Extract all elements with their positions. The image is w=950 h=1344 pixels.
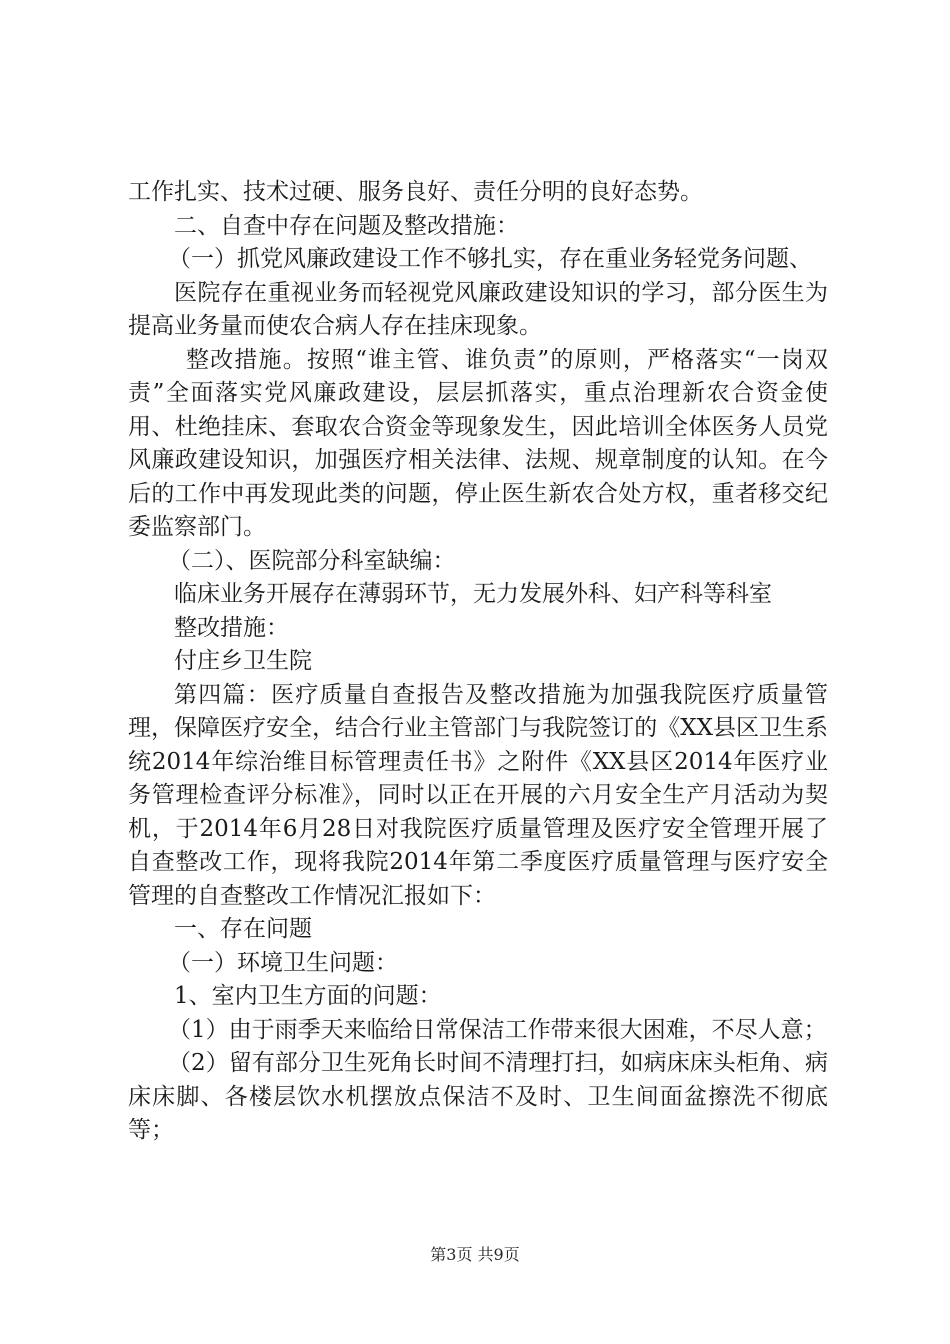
section-heading-problems: 一、存在问题 xyxy=(174,916,312,942)
subheading-department-shortage: （二）、医院部分科室缺编： xyxy=(168,547,456,574)
paragraph-chapter-four: 第四篇：医疗质量自查报告及整改措施为加强我院医疗质量管理，保障医疗安全，结合行业主管部门与我院签订的《XX县区卫生系统2014年综治维目标管理责任书》之附件《XX县区2014年医疗业务管理检查评分标准》，同时以正在开展的六月安全生产月活动为契机，于2014年6月28日对我院医疗质量管理及医疗安全管理开展了自查整改工作，现将我院2014年第二季度医疗质量管理与医疗安全管理的自查整改工作情况汇报如下： xyxy=(128,681,828,909)
paragraph-rectification-1: 整改措施。按照“谁主管、谁负责”的原则，严格落实“一岗双责”全面落实党风廉政建设，层层抓落实，重点治理新农合资金使用、杜绝挂床、套取农合资金等现象发生，因此培训全体医务人员党风廉政建设知识，加强医疗相关法律、法规、规章制度的认知。在今后的工作中再发现此类的问题，停止医生新农合处方权，重者移交纪委监察部门。 xyxy=(128,346,828,540)
page-number-label: 第3页 共9页 xyxy=(430,1245,520,1264)
section-heading-self-check: 二、自查中存在问题及整改措施： xyxy=(174,212,519,239)
paragraph-rectification-2: 整改措施： xyxy=(174,614,289,641)
list-item-1: （1）由于雨季天来临给日常保洁工作带来很大困难，不尽人意； xyxy=(168,1016,827,1043)
list-item-2: （2）留有部分卫生死角长时间不清理打扫，如病床床头柜角、病床床脚、各楼层饮水机摆放点保洁不及时、卫生间面盆擦洗不彻底等； xyxy=(128,1050,828,1143)
paragraph-1: 工作扎实、技术过硬、服务良好、责任分明的良好态势。 xyxy=(128,179,703,205)
paragraph-hospital-issue: 医院存在重视业务而轻视党风廉政建设知识的学习，部分医生为提高业务量而使农合病人存在挂床现象。 xyxy=(128,279,828,339)
paragraph-clinical-weakness: 临床业务开展存在薄弱环节，无力发展外科、妇产科等科室 xyxy=(174,581,772,607)
subheading-party-building: （一）抓党风廉政建设工作不够扎实，存在重业务轻党务问题、 xyxy=(168,246,812,272)
page-footer xyxy=(0,1244,950,1266)
document-body xyxy=(128,176,828,1148)
paragraph-signature: 付庄乡卫生院 xyxy=(174,648,312,674)
subheading-hygiene: （一）环境卫生问题： xyxy=(168,949,398,976)
list-heading-indoor: 1、室内卫生方面的问题： xyxy=(174,983,442,1009)
